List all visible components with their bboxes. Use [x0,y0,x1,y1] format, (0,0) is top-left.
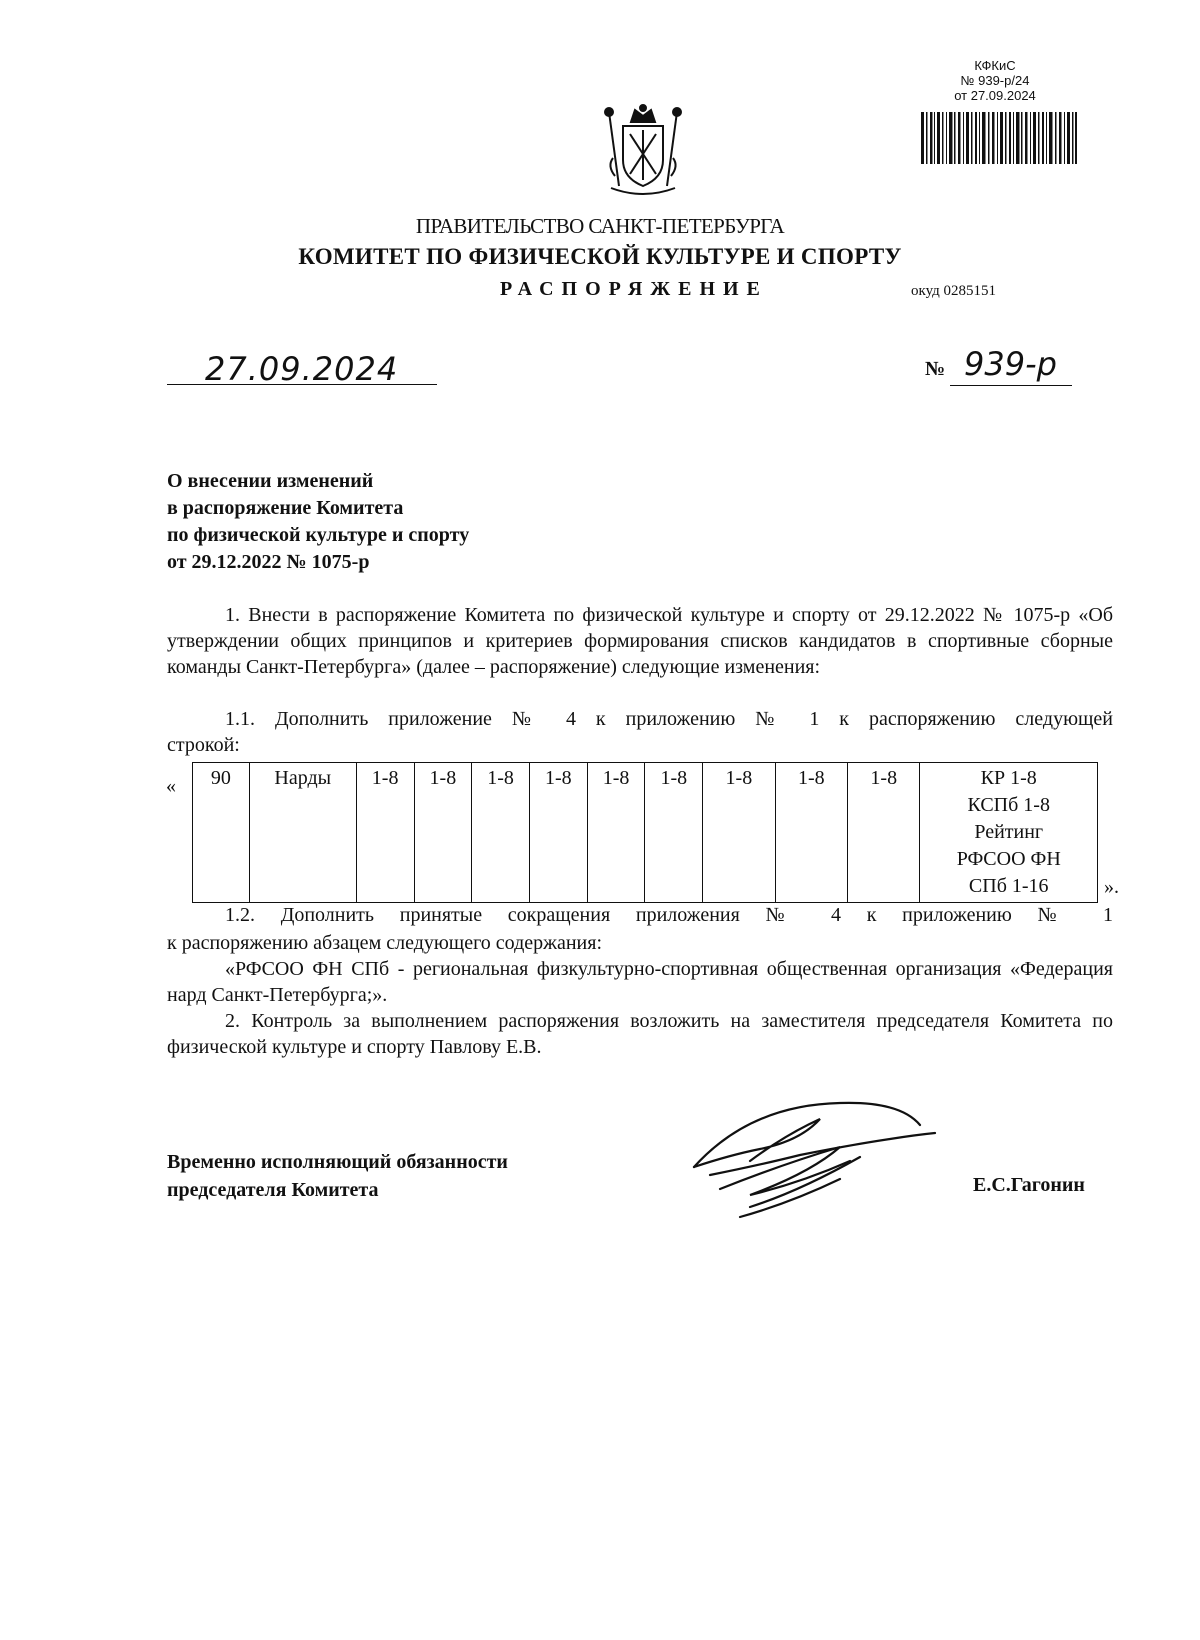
cell-criteria [920,763,1098,903]
paragraph-1-1: 1.1. Дополнить приложение № 4 к приложению № 1 к распоряжению следующей [225,708,1113,730]
cell-value: 1-8 [587,763,645,903]
paragraph-2: 2. Контроль за выполнением распоряжения возложить на заместителя председателя Комитета по физической культуре и спорту Павлову Е.В. [167,1010,1113,1058]
subject-line: О внесении изменений [167,470,374,492]
handwritten-date: 27.09.2024 [205,350,399,388]
cell-value: 1-8 [472,763,530,903]
cell-number: 90 [193,763,250,903]
table-row [193,763,1098,903]
table-quote-open: « [166,775,176,797]
subject-line: по физической культуре и спорту [167,524,470,546]
number-underline [950,385,1072,386]
criteria-line: СПб 1-16 [968,875,1049,897]
date-underline [167,384,437,385]
table-quote-close: ». [1104,876,1119,898]
cell-value: 1-8 [848,763,920,903]
cell-value: 1-8 [414,763,472,903]
paragraph-1-1-continuation: строкой: [167,734,240,756]
paragraph-1-2-continuation: к распоряжению абзацем следующего содержания: [167,932,602,954]
government-title: ПРАВИТЕЛЬСТВО САНКТ-ПЕТЕРБУРГА [415,214,785,238]
criteria-line: КР 1-8 [980,767,1037,789]
cell-value: 1-8 [356,763,414,903]
cell-value: 1-8 [703,763,775,903]
stamp-org: КФКиС [974,58,1016,73]
committee-title: КОМИТЕТ ПО ФИЗИЧЕСКОЙ КУЛЬТУРЕ И СПОРТУ [298,244,902,269]
criteria-line: Рейтинг [974,821,1044,843]
handwritten-signature [690,1095,950,1225]
number-sign: № [925,358,946,380]
registration-stamp [930,58,1060,103]
cell-sport: Нарды [249,763,356,903]
criteria-line: РФСОО ФН [956,848,1061,870]
okud-code: окуд 0285151 [911,283,997,299]
coat-of-arms-icon [597,102,689,196]
subject-line: от 29.12.2022 № 1075-р [167,551,370,573]
position-line: председателя Комитета [167,1179,379,1201]
handwritten-number: 939-р [964,345,1057,383]
cell-value: 1-8 [645,763,703,903]
barcode-image [921,112,1077,164]
stamp-number: № 939-р/24 [960,73,1030,88]
subject-line: в распоряжение Комитета [167,497,404,519]
cell-value: 1-8 [775,763,847,903]
signatory-name: Е.С.Гагонин [973,1174,1085,1196]
document-type: РАСПОРЯЖЕНИЕ [500,278,768,300]
paragraph-1-2: 1.2. Дополнить принятые сокращения приложения № 4 к приложению № 1 [225,904,1113,926]
position-line: Временно исполняющий обязанности [167,1151,508,1173]
added-row-table [192,762,1098,903]
paragraph-1: 1. Внести в распоряжение Комитета по физической культуре и спорту от 29.12.2022 № 1075-р «Об утверждении общих принципов и критериев формирования списков кандидатов в спортивные сборные команды Санкт-Петербурга» (далее – распоряжение) следующие изменения: [167,604,1113,678]
criteria-line: КСПб 1-8 [967,794,1050,816]
document-subject [167,468,727,576]
paragraph-abbreviation: «РФСОО ФН СПб - региональная физкультурно-спортивная общественная организация «Федерация нард Санкт-Петербурга;». [167,958,1113,1006]
signatory-position [167,1148,508,1204]
stamp-date: от 27.09.2024 [954,88,1036,103]
cell-value: 1-8 [529,763,587,903]
